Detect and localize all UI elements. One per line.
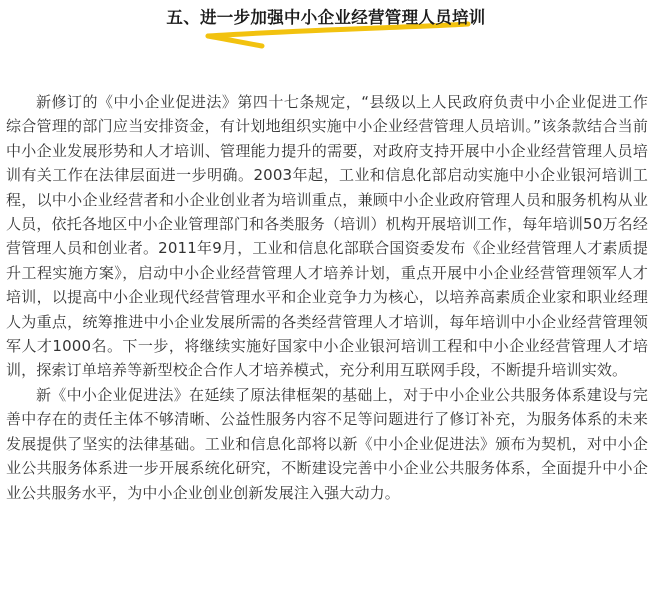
paragraph-1: 新修订的《中小企业促进法》第四十七条规定，“县级以上人民政府负责中小企业促进工作综合管理的部门应当安排资金，有计划地组织实施中小企业经营管理人员培训。”该条款结合当前中小企业发展形势和人才培训、管理能力提升的需要，对政府支持开展中小企业经营管理人员培训有关工作在法律层面进一步明确。2003年起，工业和信息化部启动实施中小企业银河培训工程，以中小企业经营者和小企业创业者为培训重点，兼顾中小企业政府管理人员和服务机构从业人员，依托各地区中小企业管理部门和各类服务（培训）机构开展培训工作，每年培训50万名经营管理人员和创业者。2011年9月，工业和信息化部联合国资委发布《企业经营管理人才素质提升工程实施方案》，启动中小企业经营管理人才培养计划，重点开展中小企业经营管理领军人才培训，以提高中小企业现代经营管理水平和企业竞争力为核心，以培养高素质企业家和职业经理人为重点，统筹推进中小企业发展所需的各类经营管理人才培训，每年培训中小企业经营管理领军人才1000名。下一步，将继续实施好国家中小企业银河培训工程和中小企业经营管理人才培训，探索订单培养等新型校企合作人才培养模式，充分利用互联网手段，不断提升培训实效。: [6, 93, 648, 380]
section-heading: 五、进一步加强中小企业经营管理人员培训: [166, 8, 486, 27]
paragraph-2: 新《中小企业促进法》在延续了原法律框架的基础上，对于中小企业公共服务体系建设与完善中存在的责任主体不够清晰、公益性服务内容不足等问题进行了修订补充，为服务体系的未来发展提供了坚实的法律基础。工业和信息化部将以新《中小企业促进法》颁布为契机，对中小企业公共服务体系进一步开展系统化研究，不断建设完善中小企业公共服务体系，全面提升中小企业公共服务水平，为中小企业创业创新发展注入强大动力。: [6, 385, 648, 502]
article-body: [6, 90, 648, 505]
section-heading-block: [0, 0, 652, 56]
